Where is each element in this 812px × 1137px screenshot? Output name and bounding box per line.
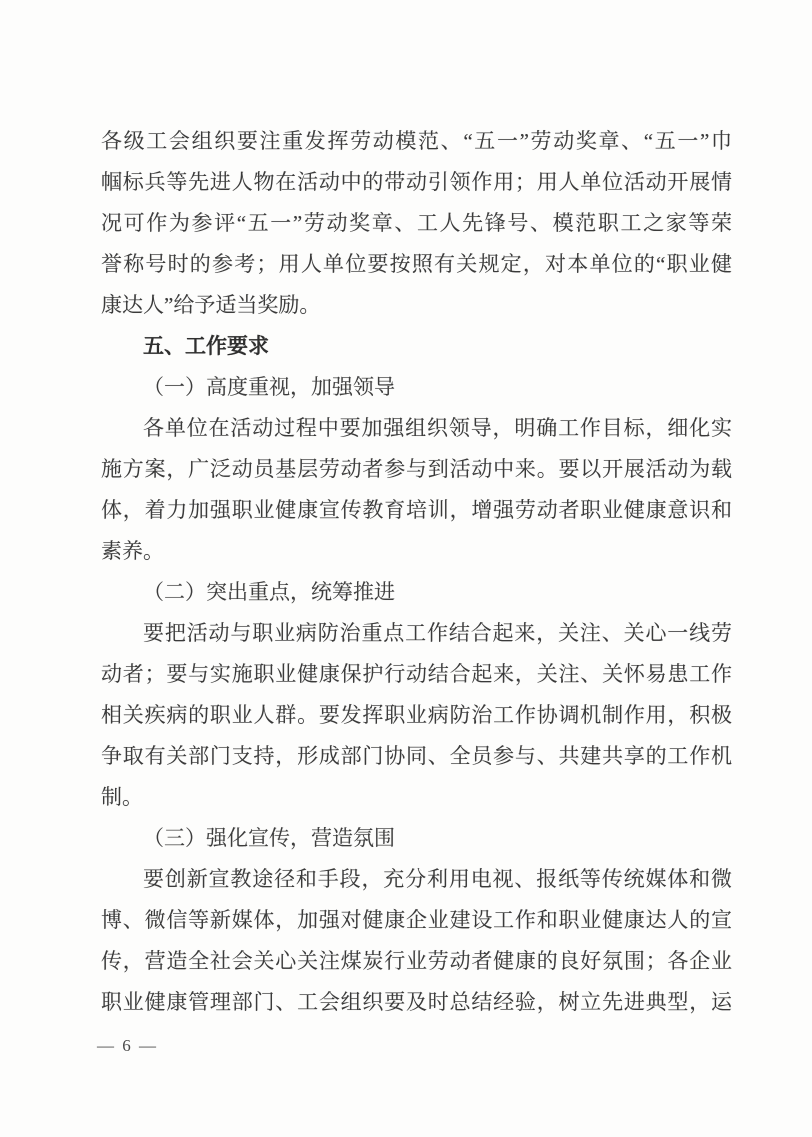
text-line: 职业健康管理部门、工会组织要及时总结经验，树立先进典型，运 bbox=[101, 990, 732, 1014]
text-line: 况可作为参评“五一”劳动奖章、工人先锋号、模范职工之家等荣 bbox=[101, 211, 732, 235]
text-line: 康达人”给予适当奖励。 bbox=[101, 293, 321, 317]
subsection-heading: （二）突出重点，统筹推进 bbox=[143, 580, 395, 604]
subsection-heading: （一）高度重视，加强领导 bbox=[143, 375, 395, 399]
text-line: 施方案，广泛动员基层劳动者参与到活动中来。要以开展活动为载 bbox=[101, 457, 732, 481]
page-number: — 6 — bbox=[97, 1036, 158, 1055]
section-heading: 五、工作要求 bbox=[143, 335, 269, 358]
text-line: 传，营造全社会关心关注煤炭行业劳动者健康的良好氛围；各企业 bbox=[101, 949, 732, 973]
text-line: 体，着力加强职业健康宣传教育培训，增强劳动者职业健康意识和 bbox=[101, 498, 732, 522]
text-line: 誉称号时的参考；用人单位要按照有关规定，对本单位的“职业健 bbox=[101, 252, 732, 276]
text-line: 动者；要与实施职业健康保护行动结合起来，关注、关怀易患工作 bbox=[101, 662, 732, 686]
document-body bbox=[101, 121, 732, 1023]
text-line: 要创新宣教途径和手段，充分利用电视、报纸等传统媒体和微 bbox=[143, 867, 732, 891]
text-line: 争取有关部门支持，形成部门协同、全员参与、共建共享的工作机 bbox=[101, 744, 732, 768]
subsection-heading: （三）强化宣传，营造氛围 bbox=[143, 826, 395, 850]
text-line: 各级工会组织要注重发挥劳动模范、“五一”劳动奖章、“五一”巾 bbox=[101, 129, 732, 153]
text-line: 要把活动与职业病防治重点工作结合起来，关注、关心一线劳 bbox=[143, 621, 732, 645]
text-line: 各单位在活动过程中要加强组织领导，明确工作目标，细化实 bbox=[143, 416, 732, 440]
text-line: 制。 bbox=[101, 785, 143, 809]
text-line: 相关疾病的职业人群。要发挥职业病防治工作协调机制作用，积极 bbox=[101, 703, 732, 727]
text-line: 帼标兵等先进人物在活动中的带动引领作用；用人单位活动开展情 bbox=[101, 170, 732, 194]
text-line: 素养。 bbox=[101, 539, 164, 563]
text-line: 博、微信等新媒体，加强对健康企业建设工作和职业健康达人的宣 bbox=[101, 908, 732, 932]
